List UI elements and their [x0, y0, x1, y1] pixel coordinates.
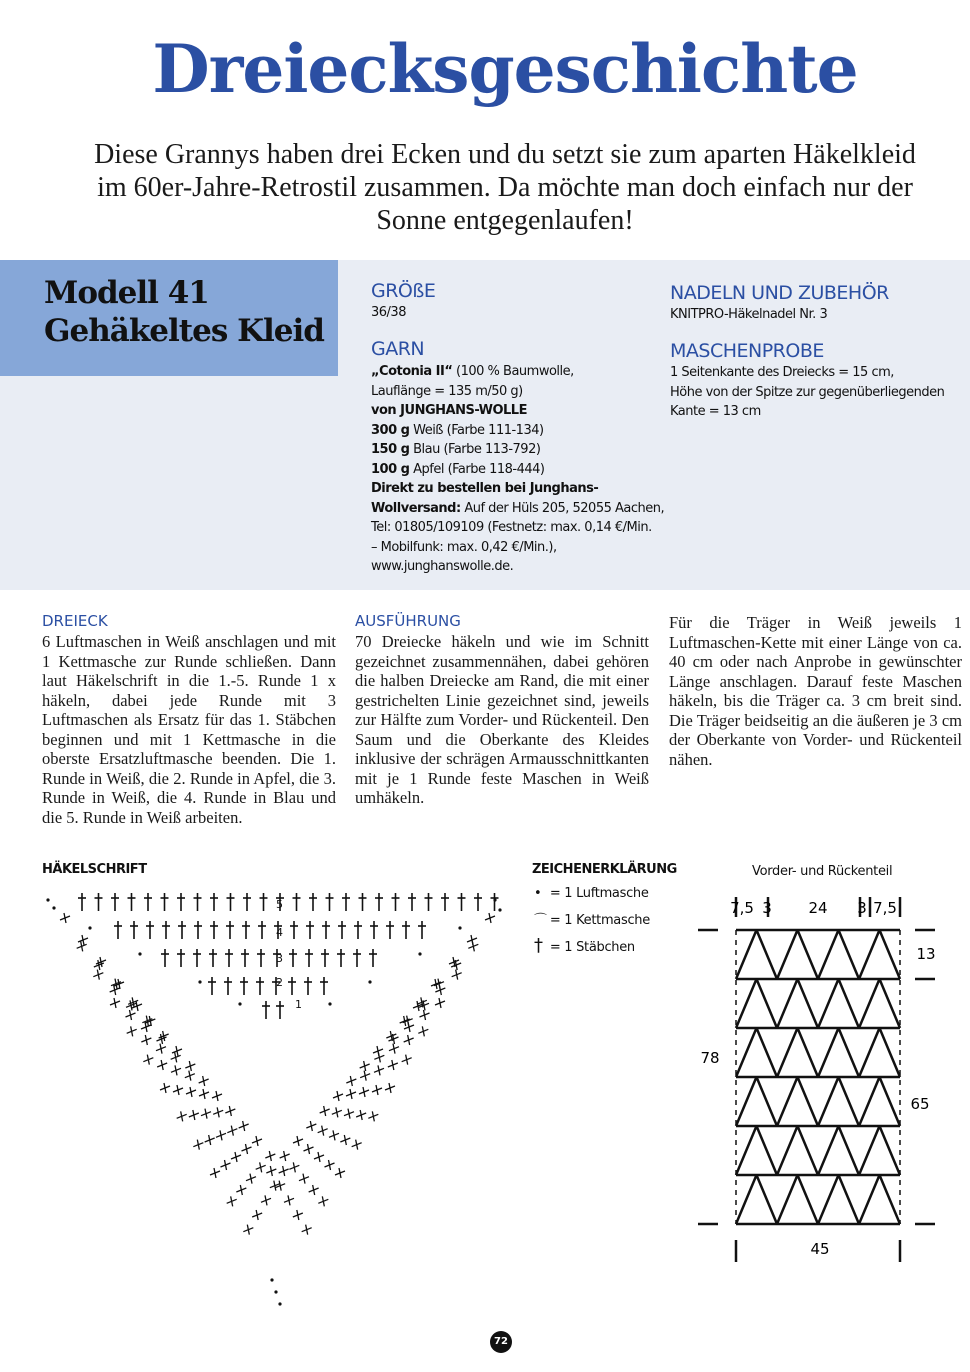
intro-line-2: im 60er-Jahre-Retrostil zusammen. Da möchte man doch einfach nur der — [97, 172, 913, 203]
intro-line-1: Diese Grannys haben drei Ecken und du setzt sie zum aparten Häkelkleid — [94, 139, 916, 170]
dim-right: 65 — [910, 1095, 930, 1113]
triangle-edge — [757, 979, 778, 1028]
yarn-color-white: Weiß (Farbe 111-134) — [409, 422, 544, 438]
triangle-edge — [818, 930, 839, 979]
chain-dot — [278, 1302, 281, 1305]
yarn-amount-apple: 100 g — [371, 461, 410, 477]
yarn-name: „Cotonia II“ — [371, 364, 453, 379]
triangle-edge — [880, 1126, 901, 1175]
chain-dot — [88, 926, 91, 929]
triangle-edge — [757, 930, 778, 979]
triangle-edge — [839, 979, 860, 1028]
dim-right-top: 13 — [916, 945, 936, 963]
size-value: 36/38 — [371, 305, 406, 320]
dim-top-4: 3 — [857, 899, 867, 917]
yarn-color-blue: Blau (Farbe 113-792) — [409, 442, 541, 457]
yarn-length: Lauflänge = 135 m/50 g) — [371, 383, 523, 399]
triangle-edge — [777, 1077, 798, 1126]
yarn-amount-blue: 150 g — [371, 442, 410, 457]
chain-dot — [46, 898, 49, 901]
triangle-heading: DREIECK — [42, 612, 108, 630]
triangle-edge — [839, 1175, 860, 1224]
chain-dot — [493, 898, 496, 901]
triangle-edge — [818, 1028, 839, 1077]
gauge-details — [670, 363, 960, 422]
model-title — [44, 274, 324, 350]
pattern-heading: Vorder- und Rückenteil — [752, 864, 893, 879]
straps-text: Für die Träger in Weiß jeweils 1 Luftmaschen-Kette mit einer Länge von ca. 40 cm oder nach Anprobe in gewünschter Länge anschlagen. Darauf feste Maschen häkeln, bis die Träger ca. 3 cm breit sind. Die Träger beidseitig an die äußeren je 3 cm der Oberkante von Vorder- und Rückenteil nähen. — [669, 613, 962, 769]
legend-label-slip: = 1 Kettmasche — [549, 913, 650, 928]
triangle-edge — [839, 1077, 860, 1126]
triangle-edge — [736, 1175, 757, 1224]
gauge-line-1: 1 Seitenkante des Dreiecks = 15 cm, — [670, 365, 894, 380]
dim-left: 78 — [700, 1049, 720, 1067]
needles-value: KNITPRO-Häkelnadel Nr. 3 — [670, 307, 828, 322]
gauge-line-3: Kante = 13 cm — [670, 404, 761, 419]
yarn-website: www.junghanswolle.de. — [371, 559, 514, 574]
model-number: Modell 41 — [44, 275, 209, 311]
chain-dot — [458, 926, 461, 929]
model-box — [0, 260, 338, 376]
round-label-1: 1 — [295, 998, 302, 1011]
triangle-edge — [777, 1028, 798, 1077]
chain-stitch-icon: • — [534, 886, 542, 901]
triangle-edge — [798, 930, 819, 979]
size-heading: GRÖßE — [371, 280, 436, 302]
chain-dot — [52, 906, 55, 909]
legend-label-double: = 1 Stäbchen — [549, 940, 635, 955]
triangle-edge — [880, 1028, 901, 1077]
triangle-edge — [859, 1126, 880, 1175]
triangle-edge — [736, 930, 757, 979]
triangle-edge — [777, 979, 798, 1028]
triangle-edge — [818, 1126, 839, 1175]
triangle-edge — [839, 1028, 860, 1077]
dim-top-1: 7,5 — [730, 899, 754, 917]
triangle-edge — [757, 1126, 778, 1175]
yarn-mobile: – Mobilfunk: max. 0,42 €/Min.), — [371, 539, 557, 555]
triangle-edge — [880, 1077, 901, 1126]
triangle-edge — [757, 1077, 778, 1126]
page-title: Dreiecksgeschichte — [152, 30, 858, 108]
needles-heading: NADELN UND ZUBEHÖR — [670, 282, 889, 304]
triangle-edge — [777, 1126, 798, 1175]
yarn-phone: Tel: 01805/109109 (Festnetz: max. 0,14 €/Min. — [371, 520, 652, 535]
assembly-text: 70 Dreiecke häkeln und wie im Schnitt gezeichnet zusammennähen, dabei gehören die halben Dreiecke am Rand, die mit einer gestrichelten Linie gezeichnet sind, jeweils zur Hälfte zum Vorder- und Rückenteil. Den Saum und die Oberkante des Kleides inklusive der schrägen Armausschnittkanten mit je 1 Runde feste Maschen in Weiß umhäkeln. — [355, 632, 649, 807]
triangle-edge — [798, 1175, 819, 1224]
triangle-text: 6 Luftmaschen in Weiß anschlagen und mit 1 Kettmasche zur Runde schließen. Dann laut Häkelschrift in die 1.-5. Runde 1 x häkeln, dabei jede Runde mit 3 Luftmaschen als Ersatz für das 1. Stäbchen beginnen und mit 1 Kettmasche in die oberste Ersatzluftmasche beenden. Die 1. Runde in Weiß, die 2. Runde in Apfel, die 3. Runde in Weiß, die 4. Runde in Blau und die 5. Runde in Weiß arbeiten. — [42, 632, 336, 827]
intro-line-3: Sonne entgegenlaufen! — [376, 205, 634, 236]
gauge-heading: MASCHENPROBE — [670, 340, 824, 362]
chain-dot — [198, 980, 201, 983]
yarn-composition: (100 % Baumwolle, — [452, 364, 574, 379]
dim-bottom: 45 — [810, 1240, 830, 1258]
yarn-brand: von JUNGHANS-WOLLE — [371, 403, 527, 418]
triangle-edge — [757, 1028, 778, 1077]
chain-dot — [274, 1290, 277, 1293]
gauge-line-2: Höhe von der Spitze zur gegenüberliegenden — [670, 384, 945, 400]
triangle-edge — [818, 1077, 839, 1126]
chain-dot — [418, 952, 421, 955]
chain-dot — [368, 980, 371, 983]
round-label-5: 5 — [276, 898, 283, 911]
triangle-edge — [880, 979, 901, 1028]
triangle-edge — [798, 1126, 819, 1175]
yarn-address: Auf der Hüls 205, 52055 Aachen, — [460, 500, 665, 516]
triangle-edge — [839, 930, 860, 979]
triangle-edge — [859, 979, 880, 1028]
triangle-edge — [757, 1175, 778, 1224]
pattern-diagram — [690, 885, 950, 1275]
yarn-amount-white: 300 g — [371, 422, 410, 438]
triangle-edge — [777, 1175, 798, 1224]
chart-heading: HÄKELSCHRIFT — [42, 862, 147, 877]
triangle-edge — [818, 979, 839, 1028]
legend-item-double — [534, 935, 635, 956]
triangle-edge — [736, 1077, 757, 1126]
legend-label-chain: = 1 Luftmasche — [549, 886, 649, 901]
chain-dot — [498, 908, 501, 911]
triangle-edge — [859, 930, 880, 979]
triangle-edge — [818, 1175, 839, 1224]
double-crochet-icon: † — [534, 935, 543, 956]
model-name: Gehäkeltes Kleid — [44, 313, 324, 349]
triangle-edge — [880, 1175, 901, 1224]
triangle-edge — [798, 1077, 819, 1126]
triangle-edge — [859, 1028, 880, 1077]
triangle-edge — [859, 1175, 880, 1224]
triangle-edge — [736, 979, 757, 1028]
chain-dot — [138, 952, 141, 955]
dim-top-5: 7,5 — [873, 899, 897, 917]
legend-item-slip — [534, 909, 650, 928]
triangle-edge — [859, 1077, 880, 1126]
yarn-heading: GARN — [371, 338, 425, 360]
triangle-edge — [798, 1028, 819, 1077]
crochet-chart — [40, 880, 510, 1310]
round-label-2: 2 — [276, 976, 283, 989]
legend-item-chain — [534, 886, 649, 901]
triangle-edge — [798, 979, 819, 1028]
crochet-symbols — [46, 893, 501, 1306]
pattern-lines — [698, 897, 935, 1262]
page-number: 72 — [490, 1331, 512, 1353]
triangle-edge — [880, 930, 901, 979]
yarn-vendor: Wollversand: — [371, 500, 461, 516]
triangle-edge — [777, 930, 798, 979]
slip-stitch-icon: ⌒ — [534, 913, 547, 928]
chain-dot — [270, 1278, 273, 1281]
assembly-heading: AUSFÜHRUNG — [355, 612, 461, 630]
dim-top-2: 3 — [762, 899, 772, 917]
intro-text — [40, 138, 970, 237]
chain-dot — [328, 1002, 331, 1005]
yarn-order-line: Direkt zu bestellen bei Junghans- — [371, 481, 599, 496]
round-label-4: 4 — [276, 926, 283, 939]
chain-dot — [238, 1002, 241, 1005]
round-label-3: 3 — [276, 952, 283, 965]
legend-heading: ZEICHENERKLÄRUNG — [532, 862, 677, 877]
triangle-edge — [736, 1126, 757, 1175]
dim-top-3: 24 — [808, 899, 828, 917]
yarn-details — [371, 362, 671, 577]
triangle-edge — [839, 1126, 860, 1175]
triangle-edge — [736, 1028, 757, 1077]
yarn-color-apple: Apfel (Farbe 118-444) — [409, 461, 545, 477]
